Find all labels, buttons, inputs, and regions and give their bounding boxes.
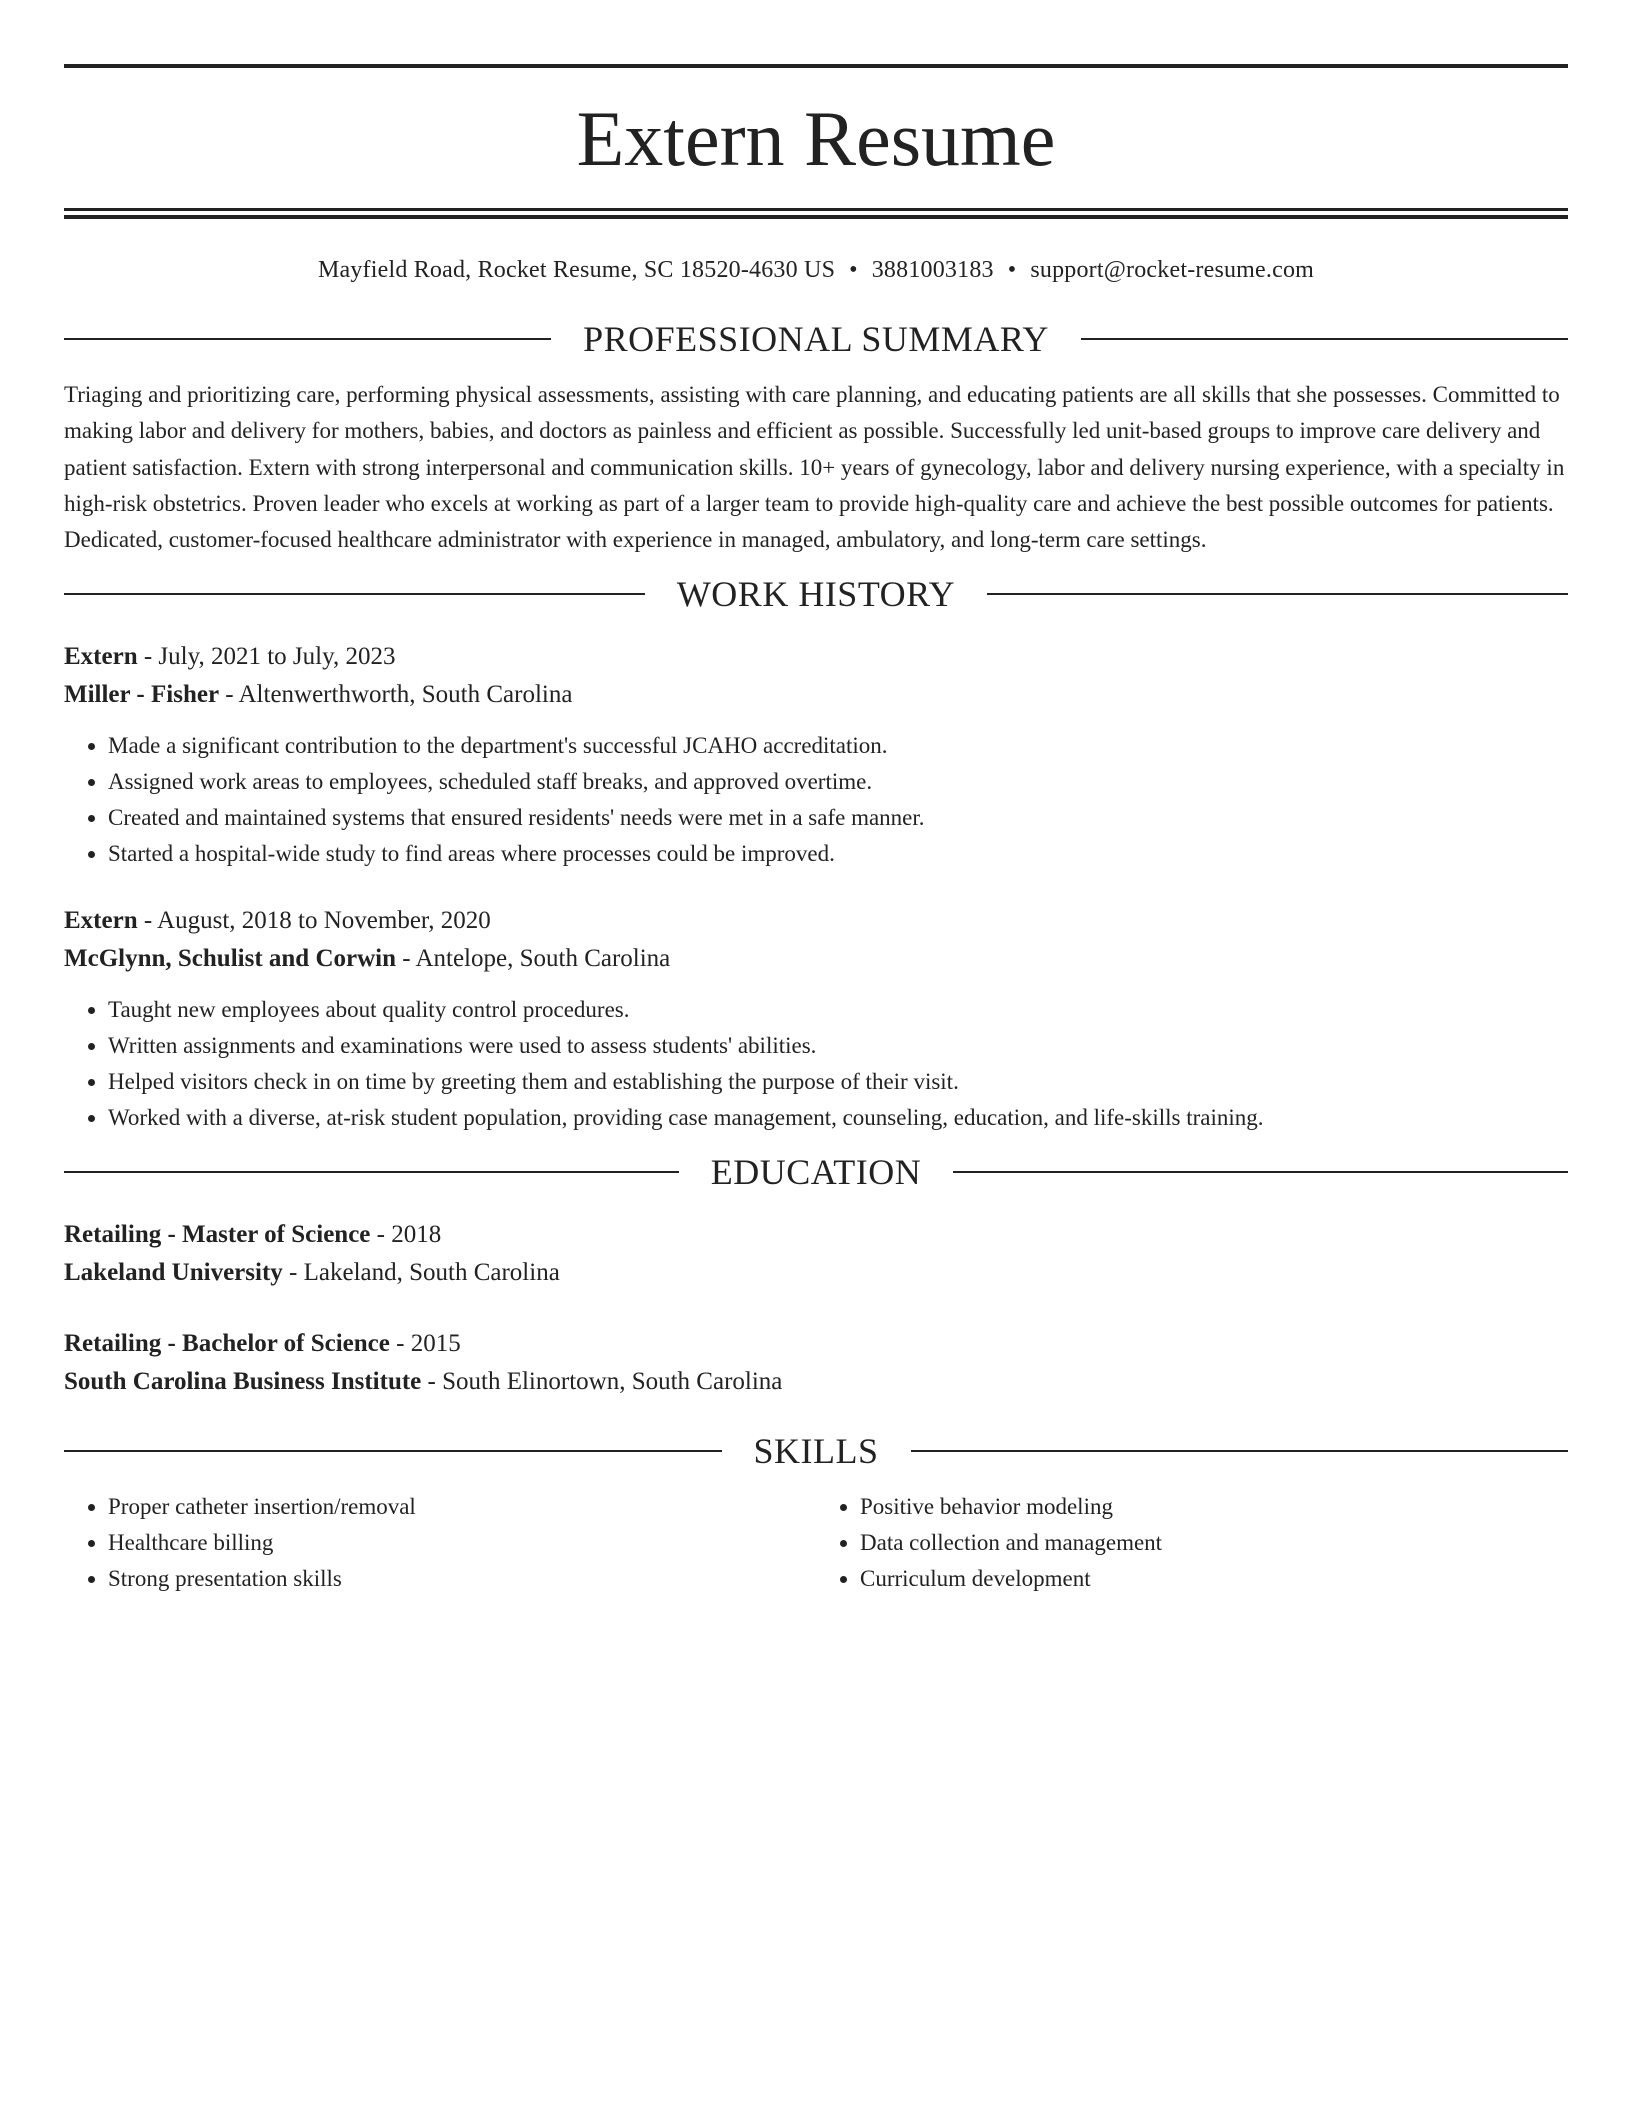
job-company-line bbox=[64, 940, 1568, 978]
skill-item: • Strong presentation skills bbox=[108, 1561, 816, 1597]
degree: Retailing - Master of Science bbox=[64, 1221, 371, 1249]
resume-page bbox=[64, 64, 1568, 1597]
contact-email: support@rocket-resume.com bbox=[1030, 257, 1315, 283]
list-item: • Created and maintained systems that ensured residents' needs were met in a safe manner. bbox=[108, 800, 1568, 836]
section-rule-right bbox=[987, 593, 1568, 595]
skills-columns bbox=[64, 1471, 1568, 1597]
school: South Carolina Business Institute bbox=[64, 1368, 422, 1396]
job-title-line bbox=[64, 902, 1568, 940]
list-item: • Taught new employees about quality control procedures. bbox=[108, 992, 1568, 1028]
list-item: • Assigned work areas to employees, scheduled staff breaks, and approved overtime. bbox=[108, 764, 1568, 800]
list-item: • Started a hospital-wide study to find areas where processes could be improved. bbox=[108, 836, 1568, 872]
job-location: - Antelope, South Carolina bbox=[396, 945, 671, 973]
skill-item: • Data collection and management bbox=[860, 1525, 1568, 1561]
skill-item: • Healthcare billing bbox=[108, 1525, 816, 1561]
job-entry bbox=[64, 902, 1568, 1136]
job-duties-list bbox=[64, 728, 1568, 872]
section-rule-left bbox=[64, 1171, 679, 1173]
job-dates: - August, 2018 to November, 2020 bbox=[137, 907, 491, 935]
contact-separator: • bbox=[849, 257, 858, 283]
title-double-rule bbox=[64, 208, 1568, 219]
job-title-line bbox=[64, 638, 1568, 676]
section-title: WORK HISTORY bbox=[676, 574, 956, 615]
section-heading-summary bbox=[64, 319, 1568, 359]
job-company: McGlynn, Schulist and Corwin bbox=[64, 945, 397, 973]
job-entry bbox=[64, 638, 1568, 872]
section-title: PROFESSIONAL SUMMARY bbox=[583, 319, 1049, 359]
job-company-line bbox=[64, 676, 1568, 714]
section-heading-work-history bbox=[64, 574, 1568, 614]
degree-line bbox=[64, 1325, 1568, 1363]
section-title: SKILLS bbox=[753, 1431, 879, 1472]
education-entry bbox=[64, 1216, 1568, 1292]
skill-item: • Proper catheter insertion/removal bbox=[108, 1489, 816, 1525]
section-heading-skills bbox=[64, 1431, 1568, 1471]
contact-separator: • bbox=[1007, 257, 1017, 283]
school-location: - Lakeland, South Carolina bbox=[282, 1259, 560, 1287]
list-item: • Helped visitors check in on time by greeting them and establishing the purpose of their visit. bbox=[108, 1064, 1568, 1100]
resume-title: Extern Resume bbox=[576, 95, 1056, 182]
section-rule-left bbox=[64, 1450, 722, 1452]
section-heading-education bbox=[64, 1152, 1568, 1192]
section-rule-right bbox=[953, 1171, 1568, 1173]
list-item: • Worked with a diverse, at-risk student population, providing case management, counseling, education, and life-skills training. bbox=[108, 1100, 1568, 1136]
school-location: - South Elinortown, South Carolina bbox=[421, 1368, 783, 1396]
contact-address: Mayfield Road, Rocket Resume, SC 18520-4630 US bbox=[317, 257, 836, 283]
degree-year: - 2018 bbox=[370, 1221, 442, 1249]
section-rule-right bbox=[911, 1450, 1569, 1452]
skill-item: • Positive behavior modeling bbox=[860, 1489, 1568, 1525]
section-rule-right bbox=[1081, 338, 1568, 340]
list-item: • Written assignments and examinations were used to assess students' abilities. bbox=[108, 1028, 1568, 1064]
list-item: • Made a significant contribution to the department's successful JCAHO accreditation. bbox=[108, 728, 1568, 764]
skills-list-right bbox=[816, 1489, 1568, 1597]
top-rule bbox=[64, 64, 1568, 68]
section-title: EDUCATION bbox=[710, 1152, 922, 1193]
contact-phone: 3881003183 bbox=[871, 257, 994, 283]
job-title: Extern bbox=[64, 907, 138, 935]
section-rule-left bbox=[64, 338, 551, 340]
contact-line bbox=[64, 255, 1568, 285]
job-location: - Altenwerthworth, South Carolina bbox=[219, 681, 573, 709]
summary-text: Triaging and prioritizing care, performing physical assessments, assisting with care planning, and educating patients are all skills that she possesses. Committed to making labor and delivery for mothers, babies, and doctors as painless and efficient as possible. Successfully led unit-based groups to improve care delivery and patient satisfaction. Extern with strong interpersonal and communication skills. 10+ years of gynecology, labor and delivery nursing experience, with a specialty in high-risk obstetrics. Proven leader who excels at working as part of a larger team to provide high-quality care and achieve the best possible outcomes for patients. Dedicated, customer-focused healthcare administrator with experience in managed, ambulatory, and long-term care settings. bbox=[64, 382, 1565, 553]
job-duties-list bbox=[64, 992, 1568, 1136]
skill-item: • Curriculum development bbox=[860, 1561, 1568, 1597]
degree-line bbox=[64, 1216, 1568, 1254]
education-entry bbox=[64, 1325, 1568, 1401]
section-rule-left bbox=[64, 593, 645, 595]
job-company: Miller - Fisher bbox=[64, 681, 220, 709]
school: Lakeland University bbox=[64, 1259, 283, 1287]
degree-year: - 2015 bbox=[389, 1330, 461, 1358]
school-line bbox=[64, 1363, 1568, 1401]
skills-list-left bbox=[64, 1489, 816, 1597]
degree: Retailing - Bachelor of Science bbox=[64, 1330, 390, 1358]
job-dates: - July, 2021 to July, 2023 bbox=[137, 643, 396, 671]
school-line bbox=[64, 1254, 1568, 1292]
job-title: Extern bbox=[64, 643, 138, 671]
